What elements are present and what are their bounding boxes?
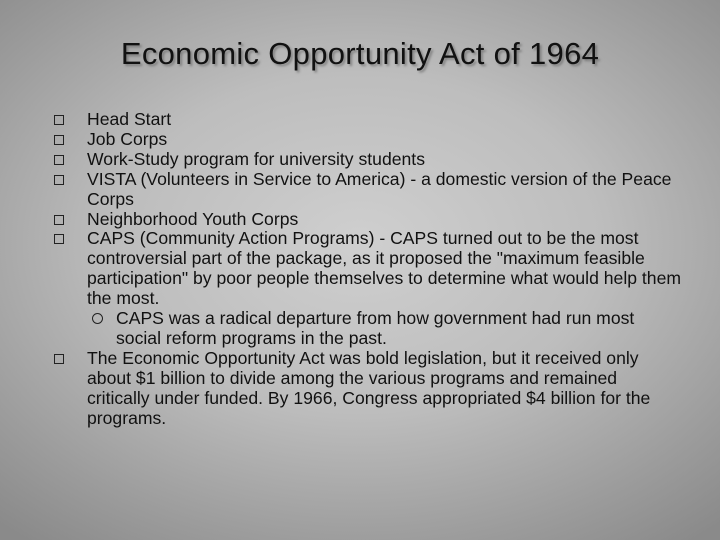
bullet-item-neighborhood-youth-corps bbox=[54, 210, 684, 230]
square-bullet-icon bbox=[54, 135, 64, 145]
bullet-item-job-corps bbox=[54, 130, 684, 150]
bullet-text: Head Start bbox=[87, 109, 172, 129]
bullet-text: VISTA (Volunteers in Service to America) - a domestic version of the Peace Corps bbox=[87, 168, 672, 209]
square-bullet-icon bbox=[54, 115, 64, 125]
bullet-text: The Economic Opportunity Act was bold legislation, but it received only about $1 billion to divide among the various programs and remained critically under funded. By 1966, Congress appropriated $4 billion for the programs. bbox=[87, 347, 651, 428]
bullet-item-vista bbox=[54, 170, 684, 210]
square-bullet-icon bbox=[54, 215, 64, 225]
square-bullet-icon bbox=[54, 155, 64, 165]
slide-title: Economic Opportunity Act of 1964 bbox=[120, 36, 600, 71]
sub-bullet-text: CAPS was a radical departure from how government had run most social reform programs in the past. bbox=[116, 308, 635, 348]
bullet-item-caps bbox=[54, 229, 684, 348]
bullet-list bbox=[54, 110, 684, 429]
square-bullet-icon bbox=[54, 234, 64, 244]
bullet-text: CAPS (Community Action Programs) - CAPS turned out to be the most controversial part of the package, as it proposed the "maximum feasible participation" by poor people themselves to determine what would help them the most. bbox=[87, 228, 682, 309]
bullet-item-funding bbox=[54, 349, 684, 429]
square-bullet-icon bbox=[54, 354, 64, 364]
bullet-text: Neighborhood Youth Corps bbox=[87, 208, 299, 229]
bullet-item-head-start bbox=[54, 110, 684, 130]
sub-bullet-item-caps-departure bbox=[90, 309, 684, 349]
square-bullet-icon bbox=[54, 175, 64, 185]
bullet-text: Job Corps bbox=[87, 128, 168, 149]
bullet-item-work-study bbox=[54, 150, 684, 170]
circle-bullet-icon bbox=[92, 313, 103, 324]
bullet-text: Work-Study program for university students bbox=[87, 148, 425, 169]
